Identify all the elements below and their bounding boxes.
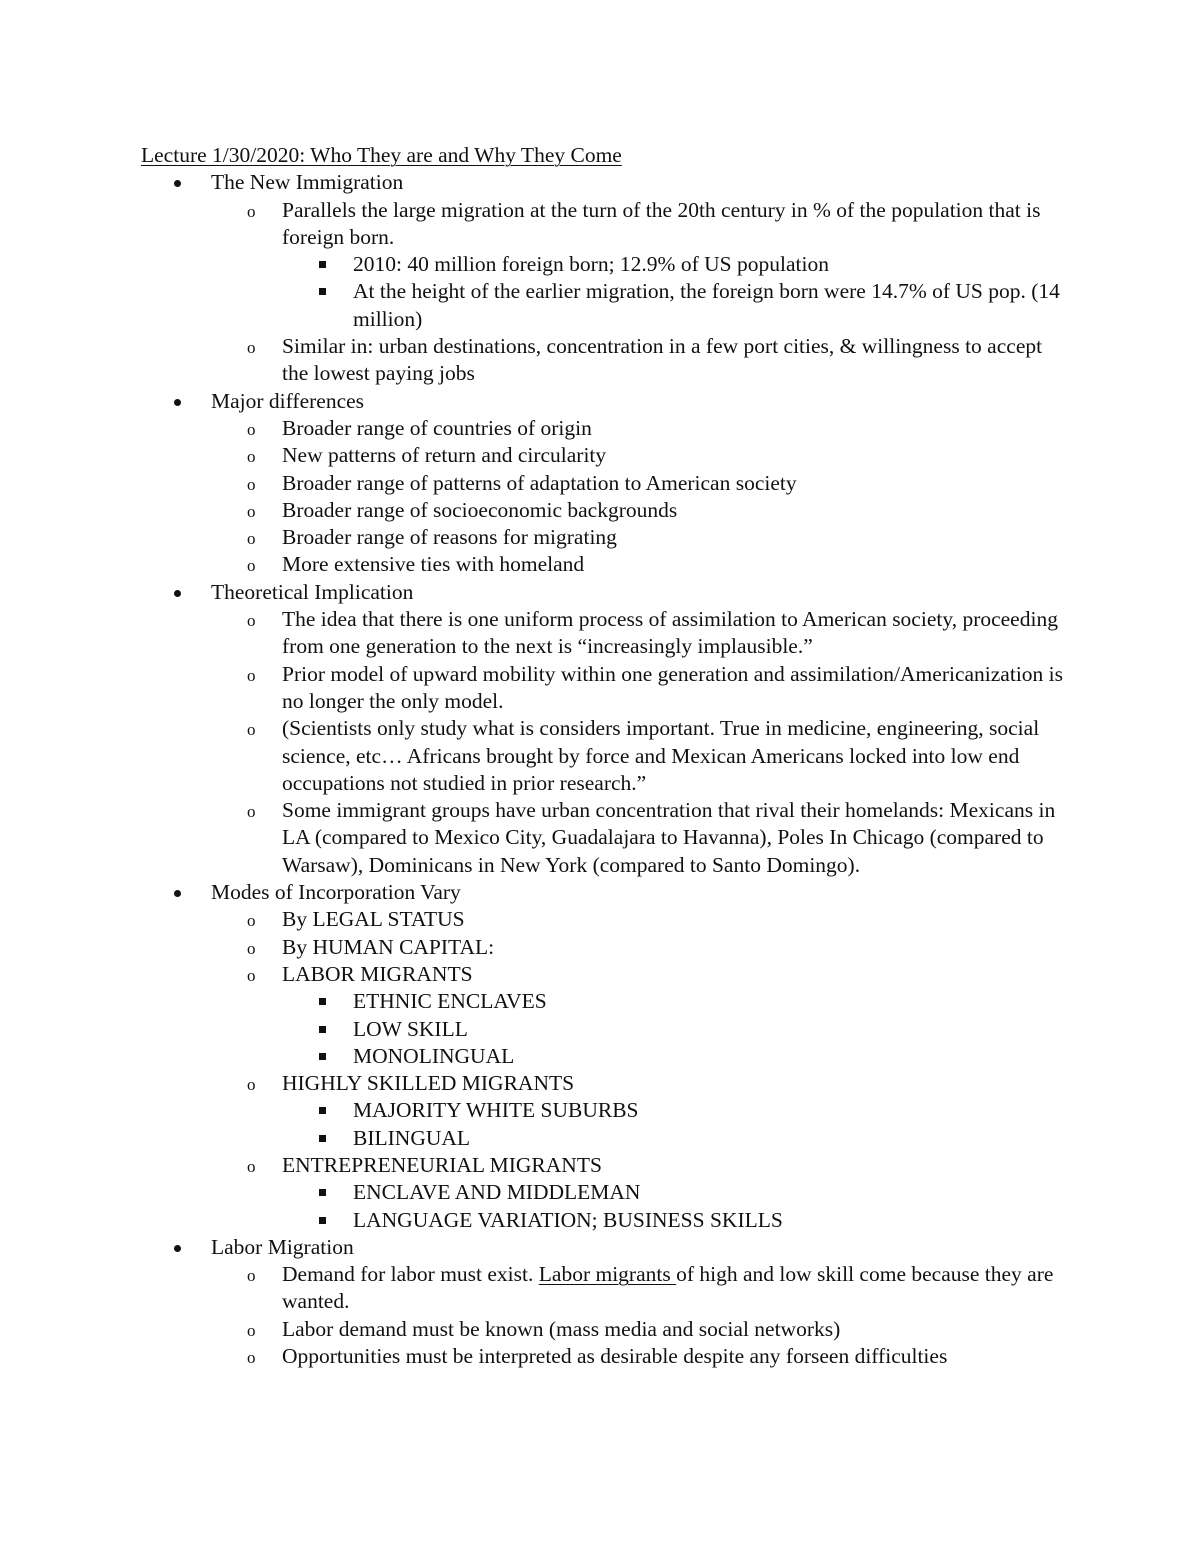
list-item-text: ENTREPRENEURIAL MIGRANTS [282,1152,602,1177]
list-item [211,934,1071,961]
bullet-circle-icon: o [247,911,256,931]
bullet-circle-icon: o [247,1156,256,1176]
bullet-circle-icon: o [247,965,256,985]
section-theoretical-implication [141,579,1071,879]
bullet-disc-icon [174,590,181,597]
section-major-differences [141,388,1071,579]
bullet-square-icon [319,1026,326,1033]
sub-list-item [282,1043,1071,1070]
list-item-text: LABOR MIGRANTS [282,961,473,986]
sub-list-item [282,1207,1071,1234]
list-item [211,524,1071,551]
list-item-text: Labor demand must be known (mass media and social networks) [282,1316,841,1341]
bullet-circle-icon: o [247,802,256,822]
bullet-circle-icon: o [247,1320,256,1340]
list-item-text: Broader range of socioeconomic backgrounds [282,497,678,522]
list-item [211,442,1071,469]
section-heading: Major differences [211,388,365,413]
sub-list-item-text: ENCLAVE AND MIDDLEMAN [353,1180,641,1205]
list-item [211,715,1071,797]
bullet-circle-icon: o [247,419,256,439]
section-modes-of-incorporation [141,879,1071,1234]
bullet-circle-icon: o [247,1348,256,1368]
list-item-text: Broader range of countries of origin [282,415,592,440]
sub-list-item [282,278,1071,333]
list-item-text: By LEGAL STATUS [282,907,465,932]
list-item [211,1316,1071,1343]
section-heading: Theoretical Implication [211,579,414,604]
sub-list-item-text: MAJORITY WHITE SUBURBS [353,1098,639,1123]
sub-list-item-text: ETHNIC ENCLAVES [353,989,547,1014]
list-item-text [282,1262,1053,1313]
list-item [211,1261,1071,1316]
list-item-text: More extensive ties with homeland [282,552,585,577]
sub-list-item [282,251,1071,278]
bullet-circle-icon: o [247,611,256,631]
section-heading: Modes of Incorporation Vary [211,880,461,905]
list-item-text-start: Demand for labor must exist. [282,1262,539,1287]
bullet-circle-icon: o [247,447,256,467]
bullet-circle-icon: o [247,938,256,958]
list-item [211,797,1071,879]
bullet-square-icon [319,261,326,268]
bullet-square-icon [319,1189,326,1196]
bullet-circle-icon: o [247,665,256,685]
list-item [211,606,1071,661]
list-item-text: Broader range of reasons for migrating [282,525,617,550]
bullet-circle-icon: o [247,501,256,521]
bullet-circle-icon: o [247,529,256,549]
bullet-circle-icon: o [247,201,256,221]
bullet-square-icon [319,1217,326,1224]
list-item-text: Broader range of patterns of adaptation to American society [282,470,797,495]
list-item [211,1343,1071,1370]
bullet-square-icon [319,1107,326,1114]
bullet-circle-icon: o [247,1075,256,1095]
section-new-immigration [141,169,1071,387]
section-labor-migration [141,1234,1071,1370]
list-item-text: Opportunities must be interpreted as desirable despite any forseen difficulties [282,1344,948,1369]
bullet-square-icon [319,998,326,1005]
bullet-disc-icon [174,399,181,406]
sub-list-item-text: At the height of the earlier migration, the foreign born were 14.7% of US pop. (14 million) [353,279,1060,331]
bullet-square-icon [319,1053,326,1060]
list-item-text: Similar in: urban destinations, concentration in a few port cities, & willingness to accept the lowest paying jobs [282,334,1043,386]
list-item [211,415,1071,442]
list-item [211,961,1071,1070]
document-page [141,142,1071,1370]
sub-list-item [282,1125,1071,1152]
bullet-circle-icon: o [247,1266,256,1286]
list-item-text: HIGHLY SKILLED MIGRANTS [282,1071,575,1096]
bullet-square-icon [319,288,326,295]
list-item [211,497,1071,524]
bullet-square-icon [319,1135,326,1142]
list-item-text: New patterns of return and circularity [282,443,607,468]
bullet-circle-icon: o [247,556,256,576]
list-item-text: Parallels the large migration at the turn of the 20th century in % of the population that is foreign born. [282,197,1041,249]
list-item-text-end: of high and low skill come because they are wanted. [282,1262,1054,1314]
list-item [211,1152,1071,1234]
list-item-text: The idea that there is one uniform process of assimilation to American society, proceeding from one generation to the next is “increasingly implausible.” [282,607,1058,659]
lecture-title: Lecture 1/30/2020: Who They are and Why They Come [141,143,622,167]
list-item [211,470,1071,497]
sub-list-item [282,988,1071,1015]
bullet-circle-icon: o [247,720,256,740]
list-item [211,551,1071,578]
list-item [211,197,1071,333]
sub-list-item [282,1016,1071,1043]
sub-list-item [282,1179,1071,1206]
list-item [211,661,1071,716]
bullet-disc-icon [174,180,181,187]
underlined-term: Labor migrants [538,1262,677,1287]
bullet-circle-icon: o [247,338,256,358]
section-heading: The New Immigration [211,170,404,195]
sub-list-item-text: MONOLINGUAL [353,1043,515,1068]
list-item-text: Some immigrant groups have urban concentration that rival their homelands: Mexicans in LA (compared to Mexico City, Guadalajara to Havanna), Poles In Chicago (compared to Warsaw), Dominicans in New York (compared to Santo Domingo). [282,798,1056,877]
list-item [211,333,1071,388]
sub-list-item-text: BILINGUAL [353,1125,471,1150]
section-heading: Labor Migration [211,1234,354,1259]
sub-list-item [282,1097,1071,1124]
list-item-text: Prior model of upward mobility within one generation and assimilation/Americanization is no longer the only model. [282,661,1064,713]
list-item [211,1070,1071,1152]
sub-list-item-text: 2010: 40 million foreign born; 12.9% of US population [353,252,829,277]
list-item-text: By HUMAN CAPITAL: [282,934,495,959]
outline-list [141,169,1071,1370]
sub-list-item-text: LANGUAGE VARIATION; BUSINESS SKILLS [353,1207,783,1232]
bullet-disc-icon [174,890,181,897]
list-item [211,906,1071,933]
list-item-text: (Scientists only study what is considers important. True in medicine, engineering, social science, etc… Africans brought by force and Mexican Americans locked into low end occupations not studied in prior research.” [282,716,1040,795]
sub-list-item-text: LOW SKILL [353,1016,468,1041]
bullet-circle-icon: o [247,474,256,494]
bullet-disc-icon [174,1245,181,1252]
